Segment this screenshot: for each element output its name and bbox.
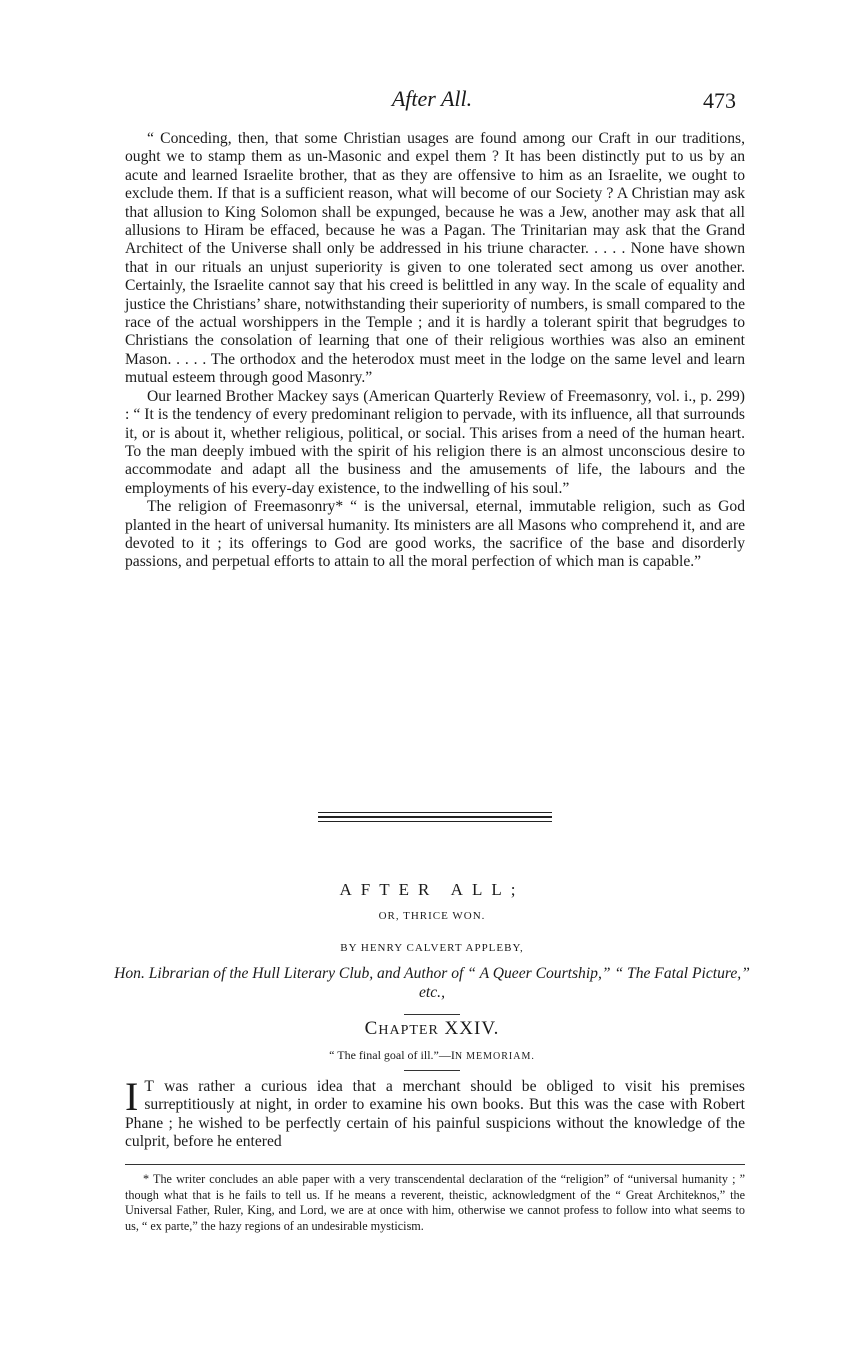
chapter-number: XXIV. [444,1018,500,1039]
author-description: Hon. Librarian of the Hull Literary Club, and Author of “ A Queer Courtship,” “ The Fatal Picture,” etc., [114,965,750,1001]
footnote [125,1172,745,1234]
short-rule [404,1014,460,1015]
footnote-text: * The writer concludes an able paper with a very transcendental declaration of the “religion” of “universal humanity ; ” though what that is he fails to tell us. If he means a reverent, theistic, acknowledgment of the “ Great Architeknos,” the Universal Father, Ruler, King, and Lord, we are at once with him, otherwise we cannot profess to follow into what seems to us, “ ex parte,” the hazy regions of an undesirable mysticism. [125,1172,745,1233]
chapter-initial: C [364,1018,379,1039]
running-head [0,86,864,116]
paragraph-quotation: “ Conceding, then, that some Christian usages are found among our Craft in our traditions, ought we to stamp them as un-Masonic and expel them ? It has been distinctly put to us by an acute and learned Israelite brother, that as they are offensive to him as an Israelite, we ought to exclude them. If that is a sufficient reason, what will become of our Society ? A Christian may ask that allusion to King Solomon shall be expunged, because he was a Jew, another may ask that all allusions to Hiram be effaced, because he was a Pagan. The Trinitarian may ask that the Grand Architect of the Universe shall only be addressed in his triune character. . . . . None have shown that in our rituals an unjust superiority is given to one tolerated sect among us over another. Certainly, the Israelite cannot say that his creed is belittled in any way. In the scale of equality and justice the Christians’ share, notwithstanding their superiority of numbers, is small compared to the race of the actual worshippers in the Temple ; and it is hardly a tolerant spirit that begrudges to Christians the consolation of learning that one of their religious worthies was also an eminent Mason. . . . . The orthodox and the heterodox must meet in the lodge on the same level and learn mutual esteem through good Masonry.” [125,130,745,387]
epigraph [0,1048,864,1063]
chapter-word: HAPTER [378,1023,439,1038]
short-rule [404,1070,460,1071]
section-divider [318,812,552,822]
opening-text: was rather a curious idea that a merchant should be obliged to visit his premises surreptitiously at night, in order to examine his own books. But this was the case with Robert Phane ; he wished to be perfectly certain of his painful suspicions without the knowledge of the culprit, before he entered [125,1078,745,1151]
drop-cap: I [125,1074,139,1119]
epigraph-quote: “ The final goal of ill.”—I [329,1048,455,1062]
page-number: 473 [703,88,736,113]
epigraph-source: MEMORIAM. [466,1051,535,1062]
chapter-opening [125,1074,745,1152]
article-body [125,130,745,572]
paragraph-religion: The religion of Freemasonry* “ is the universal, eternal, immutable religion, such as God planted in the heart of universal humanity. Its ministers are all Masons who comprehend it, and are devoted to it ; its offerings to God are good works, the sacrifice of the base and disorderly passions, and perpetual efforts to attain to all the moral perfection of which man is capable.” [125,498,745,571]
story-title: AFTER ALL; [339,880,525,899]
footnote-rule [125,1164,745,1165]
epigraph-source-initial: N [454,1051,464,1062]
story-subtitle: OR, THRICE WON. [378,910,486,922]
paragraph-mackey: Our learned Brother Mackey says (American Quarterly Review of Freemasonry, vol. i., p. 299) : “ It is the tendency of every predominant religion to pervade, with its influence, all that surrounds it, or is about it, whether religious, political, or social. This arises from a need of the human heart. To the man deeply imbued with the spirit of his religion there is an almost unconscious desire to accommodate and adapt all the business and the amusements of life, the labours and the employments of his every-day existence, to the indwelling of his soul.” [125,387,745,497]
byline: BY HENRY CALVERT APPLEBY, [340,942,524,954]
running-title: After All. [391,86,473,111]
opening-caps: T [144,1078,155,1095]
chapter-heading [0,1018,864,1040]
